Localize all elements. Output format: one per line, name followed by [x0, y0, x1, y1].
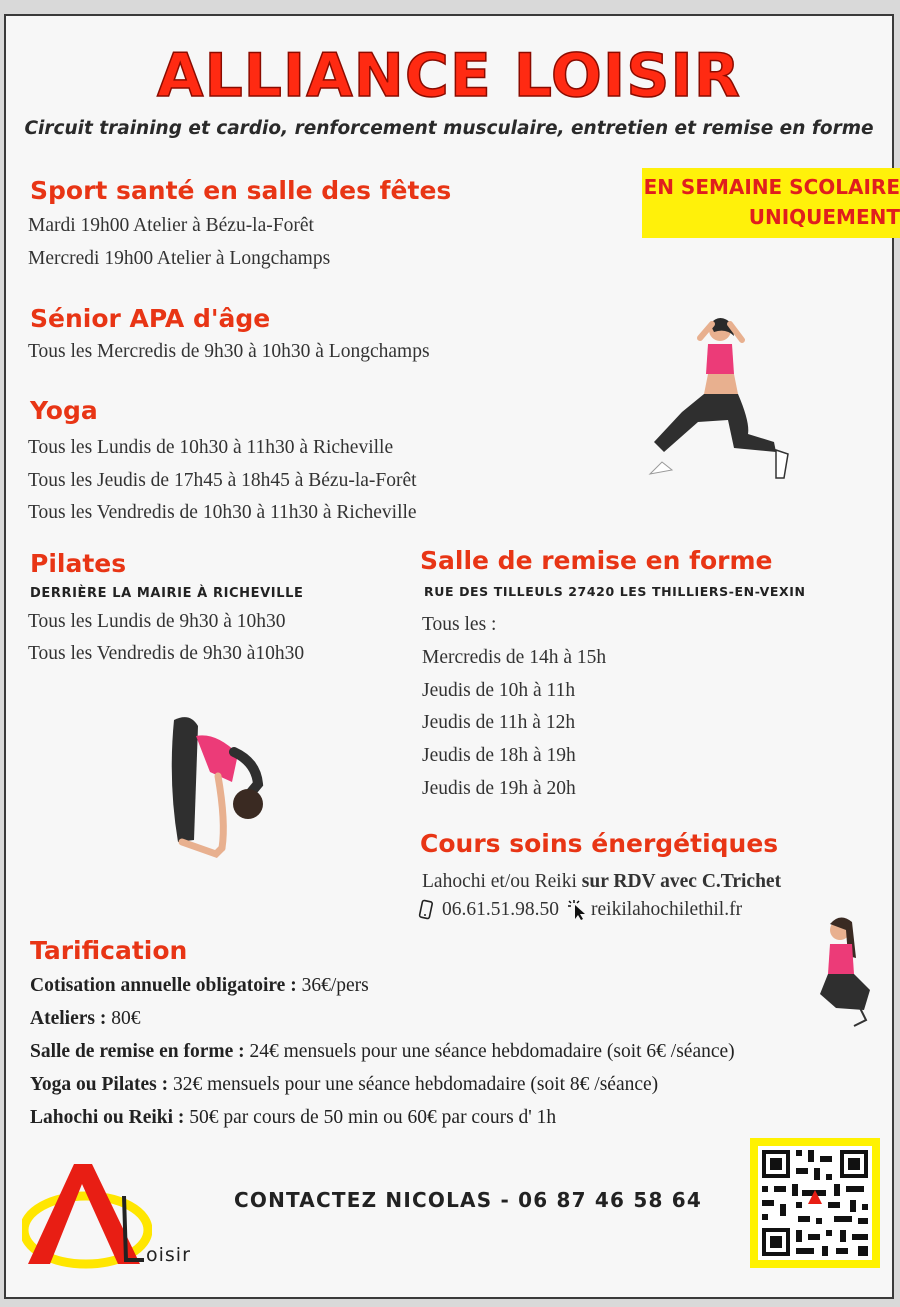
pilates-line: Tous les Vendredis de 9h30 à10h30 [28, 643, 305, 664]
yoga-line: Tous les Jeudis de 17h45 à 18h45 à Bézu-la-Forêt [28, 470, 417, 491]
salle-line: Mercredis de 14h à 15h [422, 647, 607, 668]
cursor-click-icon [565, 899, 591, 921]
kneeling-woman-icon [806, 908, 876, 1028]
pilates-location: DERRIÈRE LA MAIRIE À RICHEVILLE [30, 586, 304, 601]
pilates-heading: Pilates [30, 549, 127, 578]
soins-line-prefix: Lahochi et/ou Reiki [422, 871, 582, 892]
lunge-woman-icon [638, 302, 798, 482]
phone-icon [418, 899, 436, 921]
notice-line-1: EN SEMAINE SCOLAIRE [643, 175, 900, 199]
yoga-line: Tous les Lundis de 10h30 à 11h30 à Richeville [28, 437, 394, 458]
tarif-row [30, 1009, 140, 1029]
tarif-value: 80€ [106, 1008, 141, 1029]
sport-sante-line: Mardi 19h00 Atelier à Bézu-la-Forêt [28, 215, 314, 236]
forward-bend-woman-icon [156, 712, 286, 872]
soins-heading: Cours soins énergétiques [420, 829, 779, 858]
tarif-row [30, 976, 369, 996]
salle-line: Jeudis de 11h à 12h [422, 712, 576, 733]
salle-line: Tous les : [422, 614, 497, 635]
tarif-row [30, 1042, 735, 1062]
notice-line-2: UNIQUEMENT [748, 205, 900, 229]
yoga-line: Tous les Vendredis de 10h30 à 11h30 à Richeville [28, 502, 417, 523]
tarif-label: Lahochi ou Reiki : [30, 1107, 185, 1128]
salle-line: Jeudis de 10h à 11h [422, 680, 576, 701]
salle-line: Jeudis de 19h à 20h [422, 778, 576, 799]
soins-line-bold: sur RDV avec C.Trichet [581, 871, 782, 892]
soins-contact-row [418, 899, 742, 921]
logo-text: oisir [146, 1244, 191, 1266]
tarif-label: Cotisation annuelle obligatoire : [30, 975, 297, 996]
tarifs-heading: Tarification [30, 936, 188, 965]
salle-heading: Salle de remise en forme [420, 546, 773, 575]
soins-website[interactable]: reikilahochilethil.fr [591, 899, 743, 921]
tarif-value: 32€ mensuels pour une séance hebdomadaire (soit 8€ /séance) [168, 1074, 659, 1095]
school-week-notice [642, 168, 900, 238]
tarif-value: 36€/pers [296, 975, 369, 996]
contact-line: CONTACTEZ NICOLAS - 06 87 46 58 64 [234, 1188, 702, 1212]
tarif-row [30, 1075, 658, 1095]
soins-line [422, 872, 781, 892]
senior-heading: Sénior APA d'âge [30, 304, 271, 333]
logo-mark-icon [22, 1156, 152, 1271]
senior-line: Tous les Mercredis de 9h30 à 10h30 à Longchamps [28, 341, 430, 362]
tarif-label: Salle de remise en forme : [30, 1041, 245, 1062]
tarif-label: Yoga ou Pilates : [30, 1074, 169, 1095]
flyer [4, 14, 900, 1299]
salle-address: RUE DES TILLEULS 27420 LES THILLIERS-EN-VEXIN [424, 584, 806, 599]
page-title: ALLIANCE LOISIR [157, 41, 741, 111]
pilates-line: Tous les Lundis de 9h30 à 10h30 [28, 611, 286, 632]
tarif-value: 24€ mensuels pour une séance hebdomadaire (soit 6€ /séance) [244, 1041, 735, 1062]
yoga-heading: Yoga [30, 396, 98, 425]
salle-line: Jeudis de 18h à 19h [422, 745, 576, 766]
sport-sante-heading: Sport santé en salle des fêtes [30, 176, 452, 205]
sport-sante-line: Mercredi 19h00 Atelier à Longchamps [28, 248, 331, 269]
tarif-row [30, 1108, 556, 1128]
qr-code-icon [750, 1138, 880, 1268]
page-subtitle: Circuit training et cardio, renforcement musculaire, entretien et remise en forme [24, 118, 874, 139]
tarif-value: 50€ par cours de 50 min ou 60€ par cours d' 1h [184, 1107, 557, 1128]
soins-phone[interactable]: 06.61.51.98.50 [442, 899, 559, 921]
alliance-loisir-logo [22, 1156, 222, 1276]
tarif-label: Ateliers : [30, 1008, 107, 1029]
